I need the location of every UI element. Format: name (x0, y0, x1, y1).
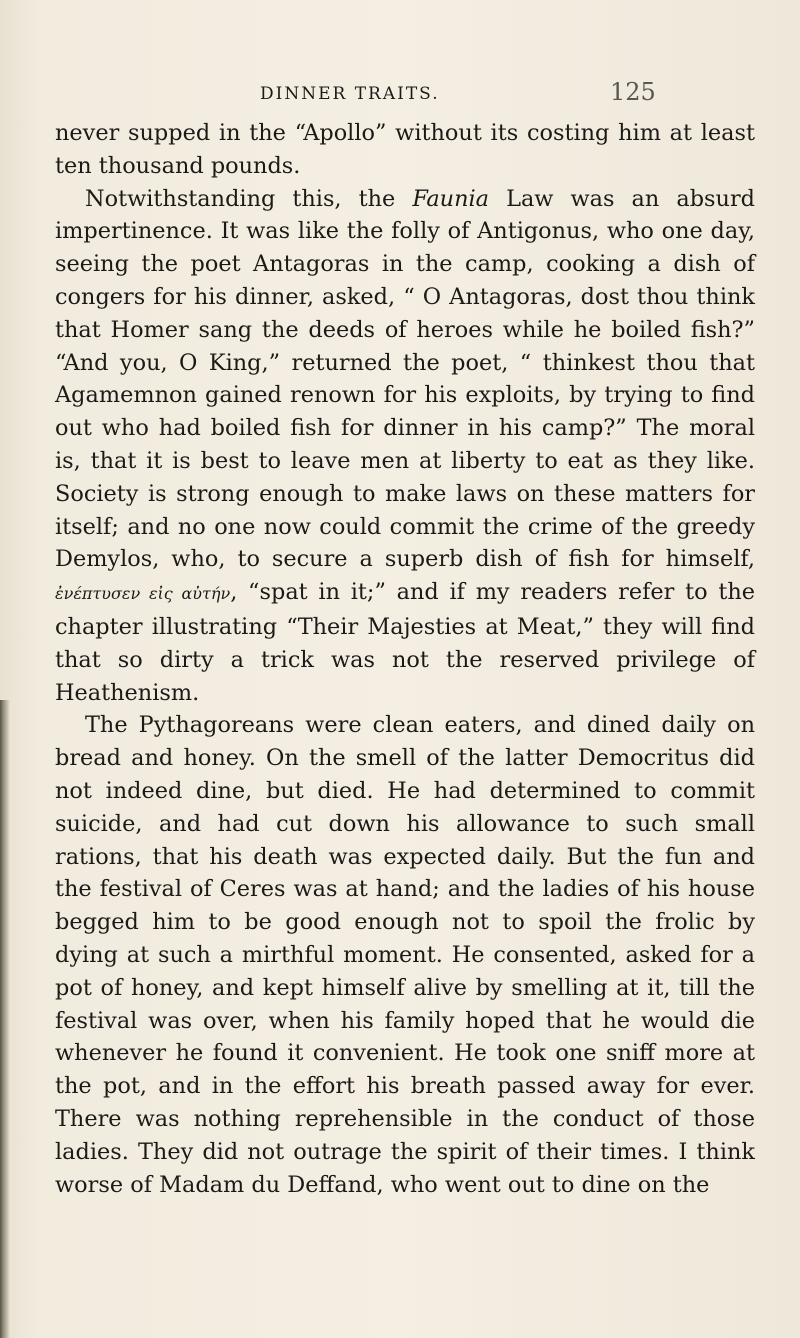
paragraph-3 (55, 709, 755, 1201)
body-text (55, 117, 755, 1201)
running-title: DINNER TRAITS. (260, 84, 440, 104)
paragraph-3-text: The Pythagoreans were clean eaters, and dined daily on bread and honey. On the smell of the latter Democritus did not indeed dine, but died. He had determined to commit suicide, and had cut down his allowance to such small rations, that his death was expected daily. But the fun and the festival of Ceres was at hand; and the ladies of his house begged him to be good enough not to spoil the frolic by dying at such a mirthful moment. He consented, asked for a pot of honey, and kept himself alive by smelling at it, till the festival was over, when his family hoped that he would die whenever he found it convenient. He took one sniff more at the pot, and in the effort his breath passed away for ever. There was nothing reprehensible in the conduct of those ladies. They did not outrage the spirit of their times. I think worse of Madam du Deffand, who went out to dine on the (55, 712, 755, 1198)
paragraph-2-text-b: Law was an absurd impertinence. It was like the folly of Antigonus, who one day, seeing the poet Antagoras in the camp, cooking a dish of congers for his dinner, asked, “ O Antagoras, dost thou think that Homer sang the deeds of heroes while he boiled fish?” “And you, O King,” returned the poet, “ thinkest thou that Agamemnon gained renown for his exploits, by trying to find out who had boiled fish for dinner in his camp?” The moral is, that it is best to leave men at liberty to eat as they like. Society is strong enough to make laws on these matters for itself; and no one now could commit the crime of the greedy Demylos, who, to secure a superb dish of fish for himself, (55, 185, 755, 573)
paragraph-2 (55, 183, 755, 710)
page-header (0, 78, 800, 114)
paragraph-1 (55, 117, 755, 183)
page-number: 125 (610, 78, 656, 106)
paragraph-2-text-a: Notwithstanding this, the (85, 185, 413, 212)
paragraph-2-text-c: , “spat in it;” and if my readers refer to the chapter illustrating “Their Majesties at Meat,” they will find that so dirty a trick was not the reserved privilege of Heathenism. (55, 579, 755, 706)
greek-phrase: ἐνέπτυσεν εἰς αὐτήν (55, 584, 231, 604)
paragraph-1-text: never supped in the “Apollo” without its costing him at least ten thousand pounds. (55, 120, 755, 179)
binding-shadow (0, 700, 10, 1338)
faunia-italic: Faunia (412, 185, 490, 212)
